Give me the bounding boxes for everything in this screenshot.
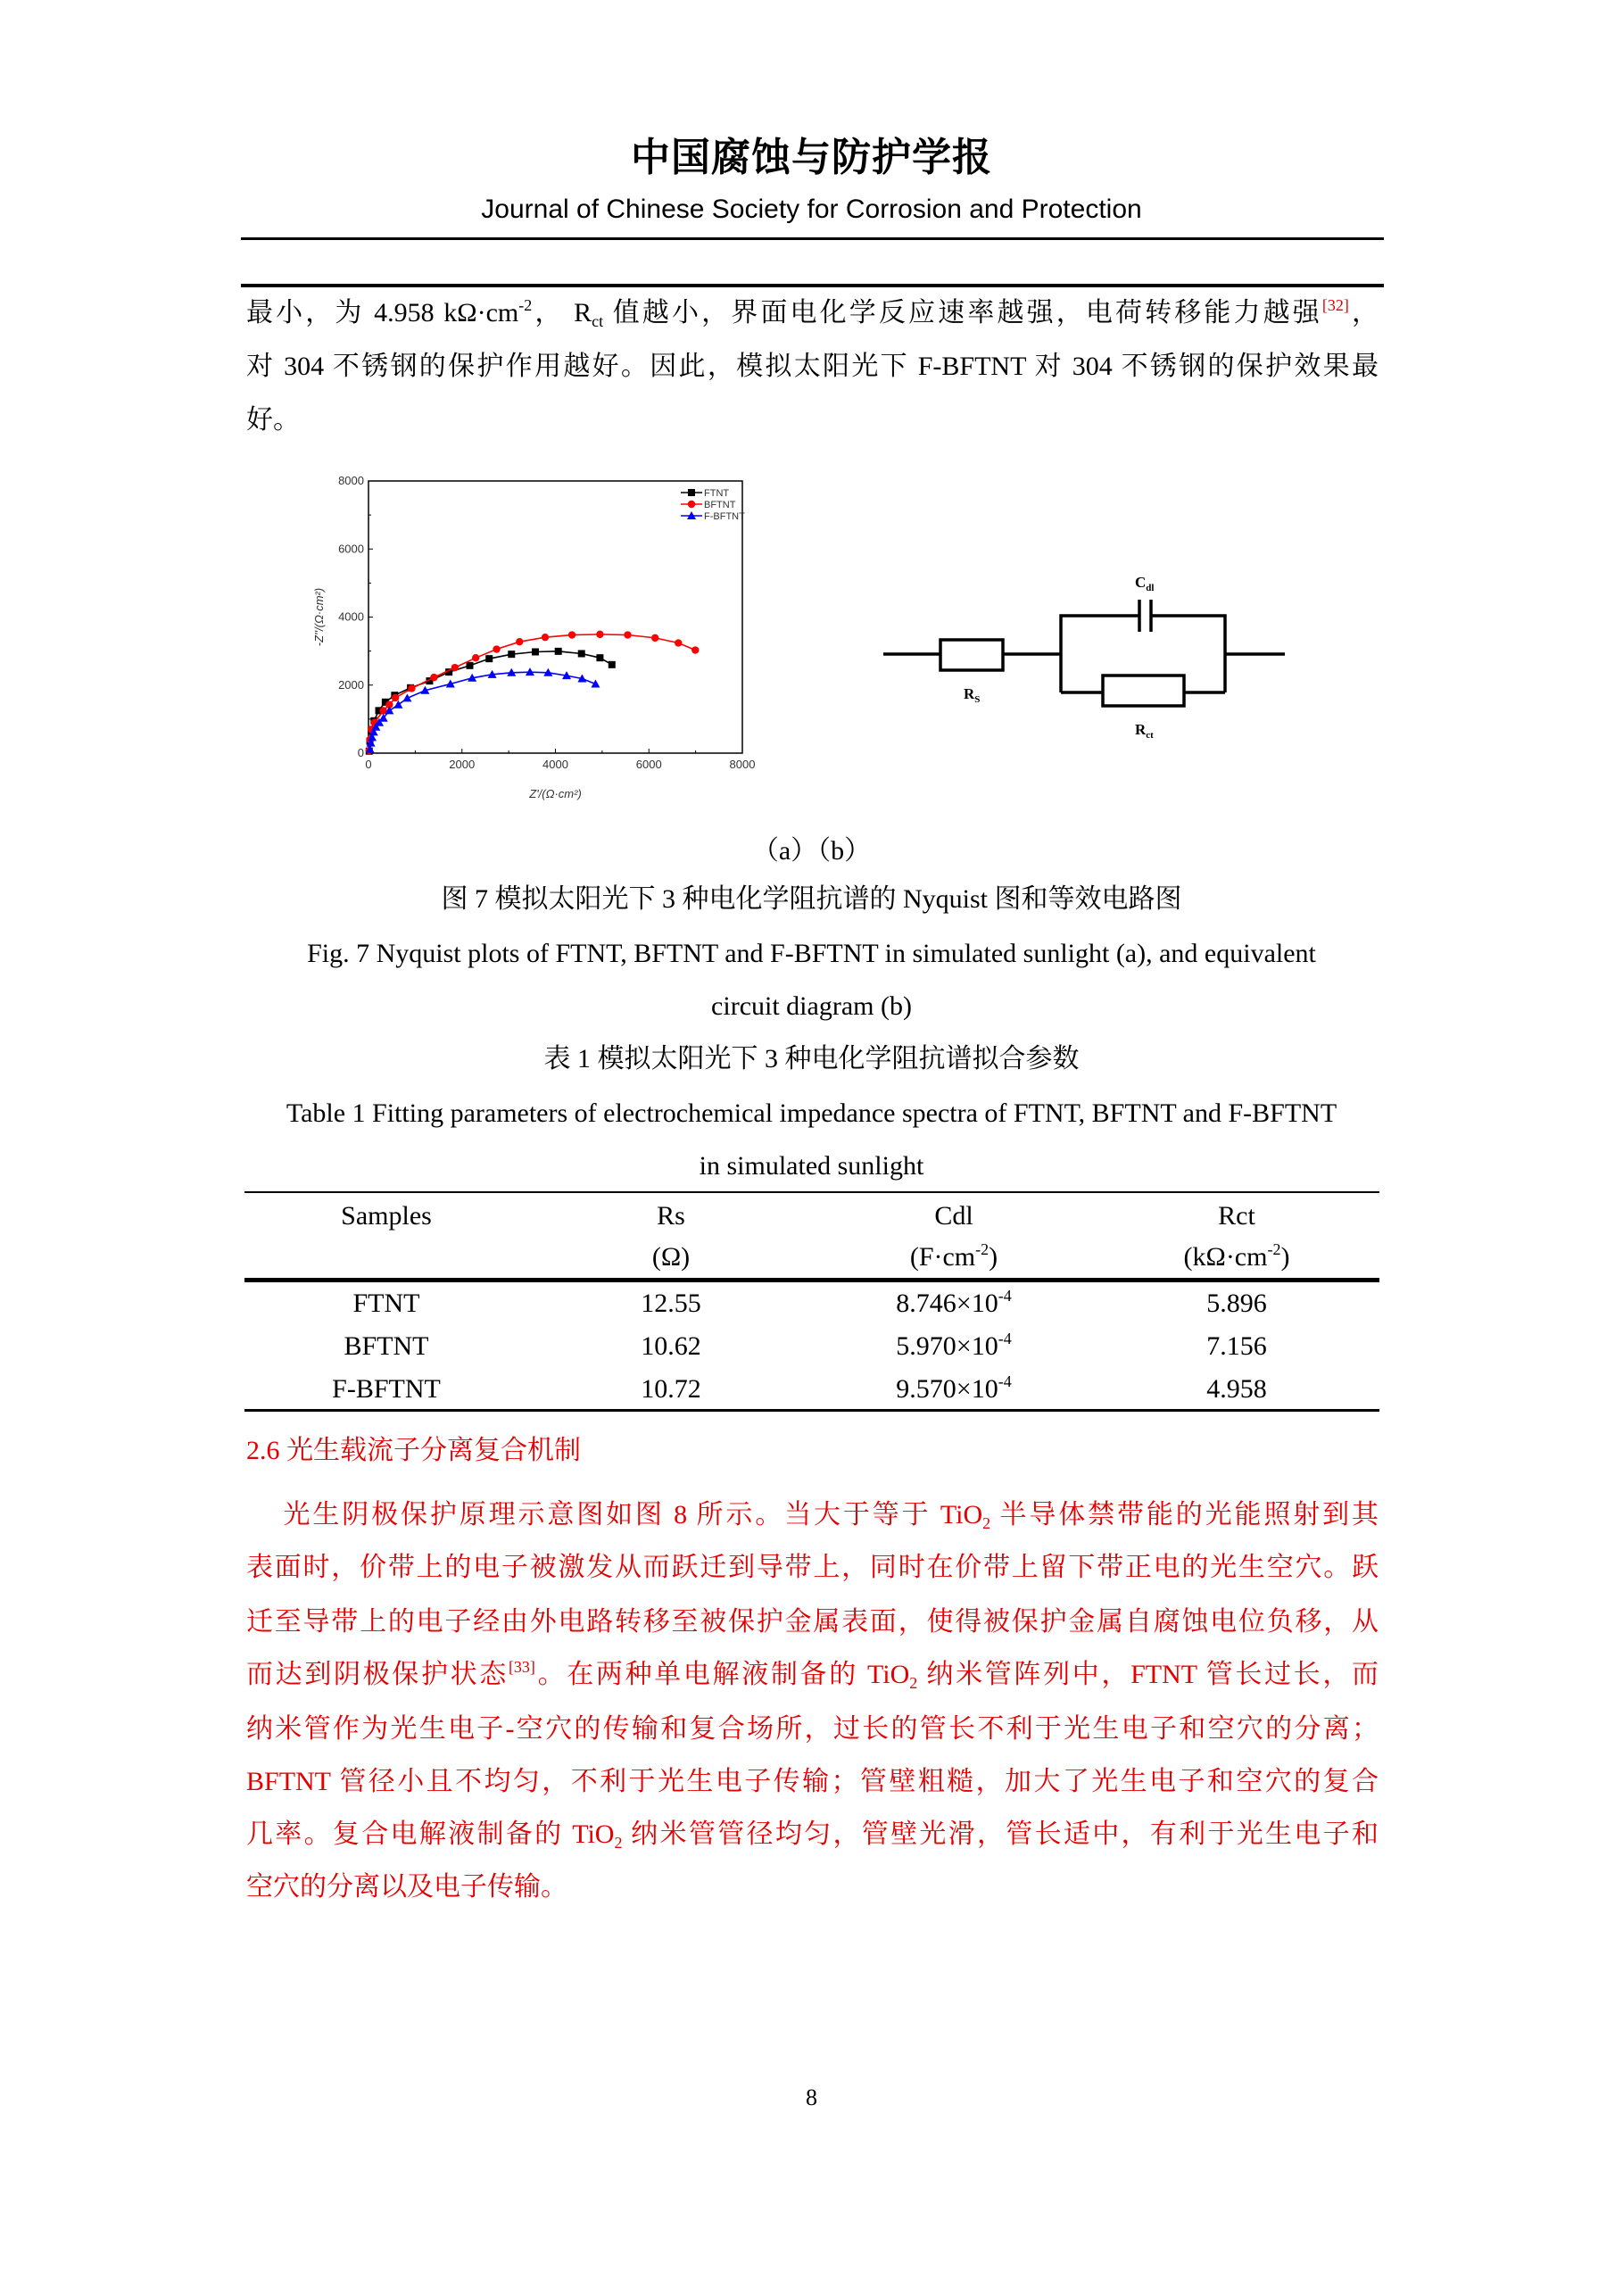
y-tick-label: 0 [357, 746, 364, 759]
text-line [246, 1817, 1379, 1853]
text-segment: 空穴的分离以及电子传输。 [246, 1872, 567, 1902]
wire-parallel-top [1061, 616, 1139, 692]
cell-rct: 5.896 [1206, 1289, 1267, 1318]
legend-label: F-BFTNT [704, 511, 745, 522]
figure-sub-labels: （a）（b） [751, 836, 872, 866]
data-point [485, 655, 493, 662]
data-point [568, 631, 576, 638]
y-axis-label: -Z''/(Ω·cm²) [312, 587, 326, 647]
text-segment: 值越小，界面电化学反应速率越强，电荷转移能力越强 [603, 298, 1322, 327]
text-segment: 几率。复合电解液制备的 TiO [246, 1819, 615, 1849]
series-line-f-bftnt [370, 672, 596, 750]
table-bottom-rule [244, 1409, 1379, 1412]
x-tick-label: 4000 [542, 758, 568, 771]
data-point [624, 631, 631, 638]
figure-caption-en-2: circuit diagram (b) [711, 991, 912, 1021]
x-tick-label: 8000 [729, 758, 756, 771]
text-segment: ， R [532, 298, 592, 327]
cell-cdl: $8.746\times 10^{-4}$ [896, 1287, 1012, 1318]
data-point [472, 654, 479, 661]
cell-rs: 12.55 [641, 1289, 701, 1318]
rs-label: $R_S$ [964, 685, 981, 705]
x-tick-label: 6000 [635, 758, 662, 771]
cell-cdl: $9.570\times 10^{-4}$ [896, 1372, 1012, 1404]
text-segment: 半导体禁带能的光能照射到其 [990, 1500, 1379, 1529]
y-tick-label: 4000 [338, 609, 364, 624]
text-line [246, 1604, 1379, 1640]
x-tick-label: 2000 [449, 758, 476, 771]
page-number: 8 [806, 2085, 817, 2110]
cell-rct: 4.958 [1206, 1374, 1267, 1404]
col-header-cdl: Cdl [934, 1201, 973, 1231]
header-rule-2 [241, 284, 1384, 287]
unit-cdl: $(F\cdot cm^{-2})$ [909, 1240, 998, 1272]
header-rule [241, 237, 1384, 240]
text-segment: 纳米管阵列中，FTNT 管长过长，而 [917, 1660, 1379, 1689]
data-point [675, 639, 682, 646]
data-point [408, 684, 415, 692]
data-point [591, 679, 600, 687]
table-title-en: Table 1 Fitting parameters of electrochemical impedance spectra of FTNT, BFTNT and F-BFTNT [286, 1098, 1337, 1128]
text-segment: 对 304 不锈钢的保护作用越好。因此，模拟太阳光下 F-BFTNT 对 304 不锈钢的保护效果最 [246, 352, 1379, 381]
text-segment: 纳米管作为光生电子-空穴的传输和复合场所，过长的管长不利于光生电子和空穴的分离； [246, 1714, 1379, 1744]
nyquist-chart [294, 464, 758, 821]
legend-marker [688, 501, 695, 508]
legend-marker [688, 489, 695, 496]
text-segment: 2 [614, 1834, 623, 1852]
cell-cdl: $5.970\times 10^{-4}$ [896, 1330, 1012, 1361]
y-tick-label: 6000 [338, 542, 364, 556]
data-point [532, 649, 539, 656]
equivalent-circuit [865, 553, 1312, 750]
cell-sample: FTNT [352, 1289, 420, 1318]
x-axis-label: Z'/(Ω·cm²) [529, 787, 582, 800]
col-header-rs: Rs [657, 1201, 685, 1231]
x-tick-label: 0 [365, 758, 372, 771]
data-point [430, 674, 437, 681]
data-point [691, 646, 699, 653]
data-point [466, 662, 473, 669]
text-line [246, 1712, 1379, 1747]
legend-label: FTNT [704, 488, 730, 499]
data-point [609, 661, 616, 668]
y-tick-label: 2000 [338, 677, 364, 692]
resistor-rct [1103, 676, 1184, 706]
text-segment: ct [592, 312, 604, 330]
text-segment: -2 [518, 296, 533, 314]
table-header-rule [244, 1278, 1379, 1282]
text-segment: 光生阴极保护原理示意图如图 8 所示。当大于等于 TiO [246, 1500, 983, 1529]
cdl-label: $C_{dl}$ [1135, 574, 1155, 593]
legend-label: BFTNT [704, 500, 736, 510]
cell-sample: BFTNT [344, 1331, 429, 1361]
text-segment: 而达到阴极保护状态 [246, 1660, 509, 1689]
journal-title-en: Journal of Chinese Society for Corrosion and Protection [481, 195, 1142, 224]
col-header-rct: Rct [1218, 1201, 1255, 1231]
col-header-samples: Samples [341, 1201, 432, 1231]
figure-caption-cn: 图 7 模拟太阳光下 3 种电化学阻抗谱的 Nyquist 图和等效电路图 [441, 884, 1182, 914]
unit-rs: (Ω) [651, 1242, 691, 1272]
text-segment: [32] [1321, 296, 1349, 314]
plot-frame [368, 481, 742, 753]
data-point [542, 634, 549, 641]
text-line [246, 1497, 1379, 1533]
text-line [246, 1550, 1379, 1586]
unit-rct: $(k\Omega\cdot cm^{-2})$ [1183, 1240, 1290, 1272]
text-segment: 好。 [246, 405, 300, 435]
wire-parallel-top-right [1152, 616, 1225, 692]
data-point [508, 651, 515, 658]
text-segment: [33] [508, 1658, 535, 1676]
y-tick-label: 8000 [338, 474, 364, 487]
cell-rs: 10.62 [641, 1331, 701, 1361]
journal-title-cn: 中国腐蚀与防护学报 [631, 135, 992, 180]
text-line [246, 402, 1379, 438]
text-segment: ， [1348, 298, 1379, 327]
figure-caption-en: Fig. 7 Nyquist plots of FTNT, BFTNT and F-BFTNT in simulated sunlight (a), and equivalent [307, 939, 1316, 968]
data-point [596, 631, 603, 638]
text-segment: 。在两种单电解液制备的 TiO [534, 1660, 910, 1689]
table-title-en-2: in simulated sunlight [699, 1151, 924, 1181]
resistor-rs [940, 640, 1003, 670]
text-segment: 最小，为 4.958 kΩ·cm [246, 298, 519, 327]
cell-rs: 10.72 [641, 1374, 701, 1404]
text-line [246, 1657, 1379, 1693]
data-point [651, 634, 658, 642]
data-point [516, 638, 523, 645]
text-segment: 迁至导带上的电子经由外电路转移至被保护金属表面，使得被保护金属自腐蚀电位负移，从 [246, 1607, 1379, 1637]
data-point [555, 648, 562, 655]
table-top-rule [244, 1191, 1379, 1193]
text-segment: 2 [909, 1674, 918, 1692]
text-line [246, 1764, 1379, 1800]
data-point [596, 654, 603, 661]
text-line [246, 295, 1379, 331]
text-segment: 纳米管管径均匀，管壁光滑，管长适中，有利于光生电子和 [622, 1819, 1379, 1849]
text-segment: 2 [982, 1514, 991, 1532]
rct-label: $R_{ct}$ [1135, 721, 1154, 741]
section-heading: 2.6 光生载流子分离复合机制 [246, 1436, 581, 1465]
text-line [246, 349, 1379, 385]
data-point [392, 694, 399, 701]
cell-rct: 7.156 [1206, 1331, 1267, 1361]
table-title-cn: 表 1 模拟太阳光下 3 种电化学阻抗谱拟合参数 [543, 1044, 1080, 1073]
data-point [451, 664, 459, 671]
data-point [402, 693, 411, 701]
text-segment: BFTNT 管径小且不均匀，不利于光生电子传输；管壁粗糙，加大了光生电子和空穴的复合 [246, 1767, 1379, 1796]
text-segment: 表面时，价带上的电子被激发从而跃迁到导带上，同时在价带上留下带正电的光生空穴。跃 [246, 1553, 1379, 1582]
data-point [578, 650, 585, 657]
text-line [246, 1869, 1379, 1905]
data-point [493, 645, 500, 652]
cell-sample: F-BFTNT [332, 1374, 441, 1404]
